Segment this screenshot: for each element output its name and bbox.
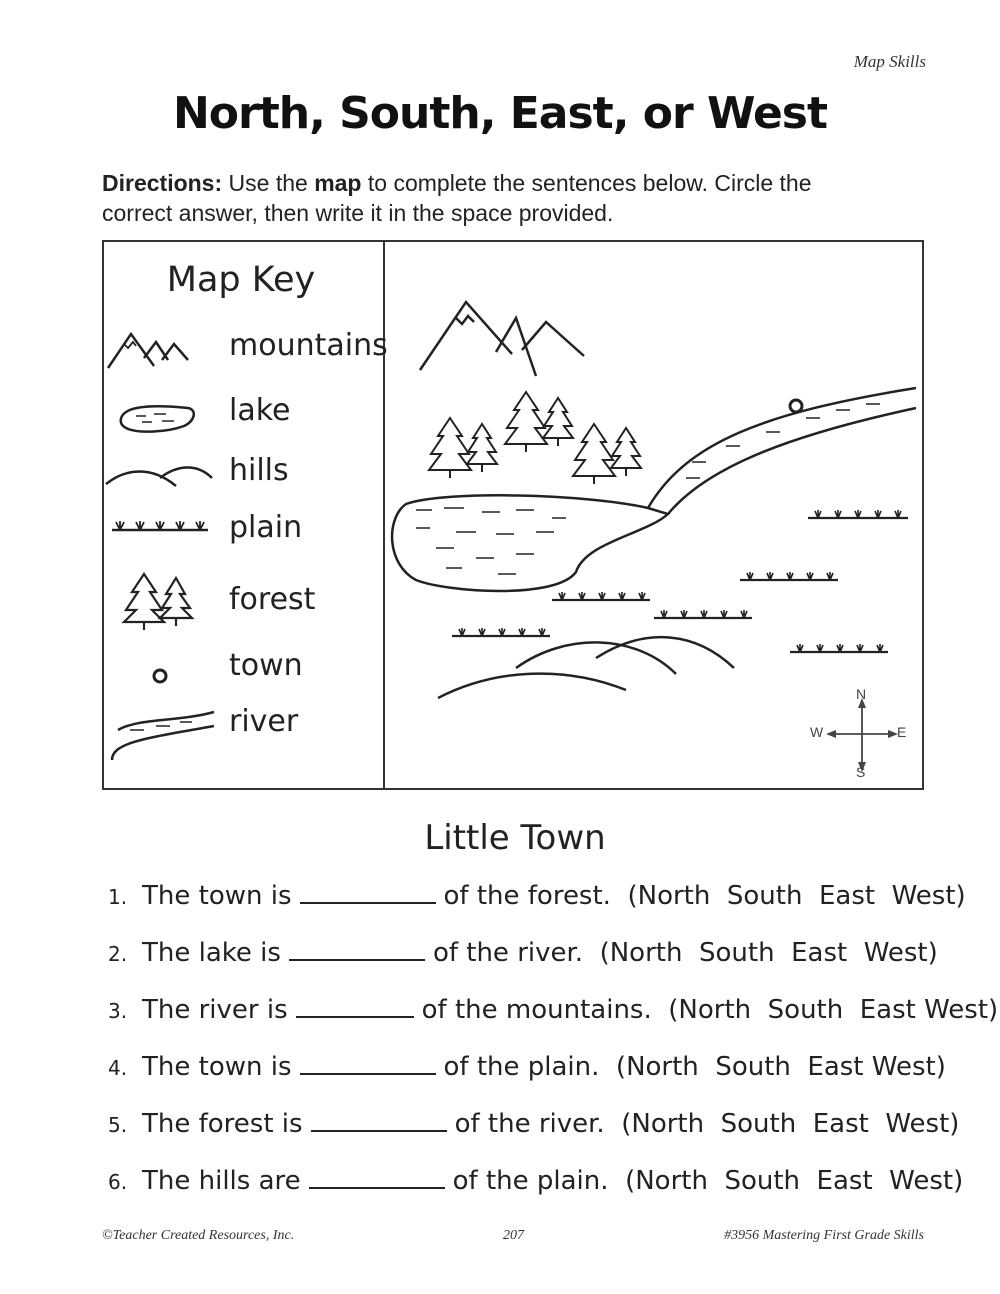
directions-line-2: correct answer, then write it in the space provided. bbox=[102, 200, 614, 226]
hills-icon bbox=[104, 458, 216, 492]
footer-publisher: ©Teacher Created Resources, Inc. bbox=[102, 1228, 295, 1243]
compass-rose bbox=[826, 698, 898, 772]
map-mountains bbox=[420, 302, 584, 376]
directions-text-before: Use the bbox=[228, 170, 308, 196]
answer-options-6[interactable]: (North South East West) bbox=[625, 1166, 964, 1196]
answer-blank-2[interactable] bbox=[289, 937, 425, 961]
map-key-label-mountains: mountains bbox=[229, 328, 388, 363]
section-label: Map Skills bbox=[853, 52, 926, 71]
compass-s: S bbox=[856, 764, 866, 780]
directions bbox=[102, 168, 922, 228]
compass-n: N bbox=[856, 686, 867, 702]
forest-icon bbox=[122, 570, 194, 632]
compass-w: W bbox=[810, 724, 824, 740]
answer-blank-3[interactable] bbox=[296, 994, 414, 1018]
answer-blank-6[interactable] bbox=[309, 1165, 445, 1189]
directions-bold-word: map bbox=[314, 170, 362, 196]
page-title: North, South, East, or West bbox=[172, 88, 828, 139]
map-lake bbox=[392, 495, 668, 591]
answer-options-3[interactable]: (North South East West) bbox=[668, 995, 999, 1025]
question-6: 6. The hills are of the plain. (North South East West) bbox=[108, 1166, 964, 1196]
answer-options-4[interactable]: (North South East West) bbox=[615, 1052, 946, 1082]
question-4: 4. The town is of the plain. (North South East West) bbox=[108, 1052, 946, 1082]
lake-icon bbox=[118, 402, 198, 436]
mountains-icon bbox=[106, 328, 196, 373]
map-key-label-lake: lake bbox=[229, 393, 291, 428]
directions-label: Directions: bbox=[102, 170, 223, 196]
answer-blank-1[interactable] bbox=[300, 880, 436, 904]
question-5: 5. The forest is of the river. (North South East West) bbox=[108, 1109, 960, 1139]
map-key-label-plain: plain bbox=[229, 510, 303, 545]
compass-e: E bbox=[897, 724, 907, 740]
map-key-label-hills: hills bbox=[229, 453, 289, 488]
map-key-title: Map Key bbox=[166, 260, 316, 300]
map-plains bbox=[452, 510, 908, 652]
answer-options-5[interactable]: (North South East West) bbox=[621, 1109, 960, 1139]
map-key-divider bbox=[383, 240, 385, 790]
directions-text-after: to complete the sentences below. Circle the bbox=[367, 170, 812, 196]
plain-icon bbox=[110, 516, 210, 536]
footer-page-number: 207 bbox=[503, 1228, 524, 1243]
answer-blank-5[interactable] bbox=[311, 1108, 447, 1132]
map-forest bbox=[429, 392, 641, 484]
map-key-label-forest: forest bbox=[229, 582, 316, 617]
town-icon bbox=[150, 666, 170, 686]
question-1: 1. The town is of the forest. (North South East West) bbox=[108, 881, 966, 911]
map-key-label-town: town bbox=[229, 648, 303, 683]
question-3: 3. The river is of the mountains. (North South East West) bbox=[108, 995, 999, 1025]
map-key-label-river: river bbox=[229, 704, 299, 739]
map-hills bbox=[438, 637, 734, 698]
map-town bbox=[790, 400, 802, 412]
river-icon bbox=[108, 704, 220, 764]
answer-blank-4[interactable] bbox=[300, 1051, 436, 1075]
answer-options-2[interactable]: (North South East West) bbox=[599, 938, 938, 968]
answer-options-1[interactable]: (North South East West) bbox=[627, 881, 966, 911]
worksheet-title: Little Town bbox=[424, 818, 606, 858]
question-2: 2. The lake is of the river. (North South East West) bbox=[108, 938, 938, 968]
map-river bbox=[648, 388, 916, 514]
footer-book-title: #3956 Mastering First Grade Skills bbox=[724, 1228, 924, 1243]
map-drawing bbox=[386, 242, 922, 788]
